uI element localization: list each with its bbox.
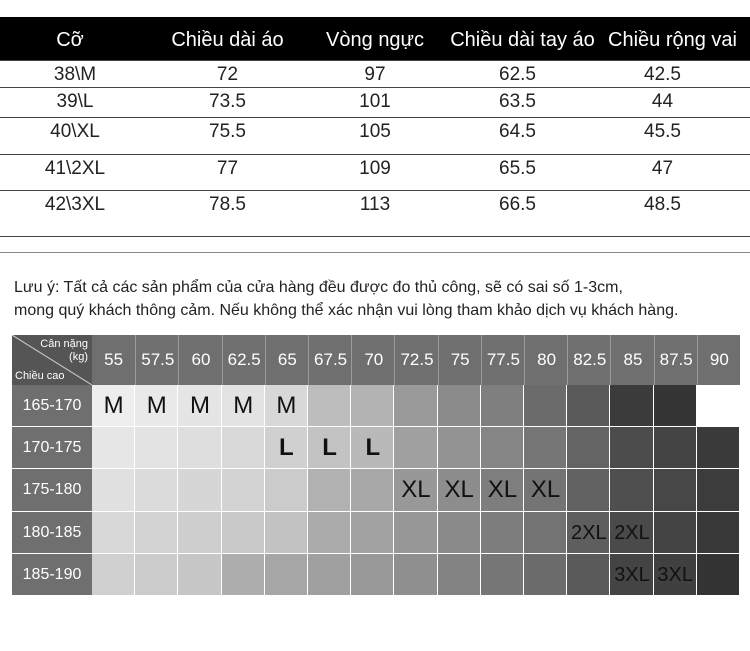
header-chest: Vòng ngực (326, 29, 424, 51)
grid-cell (351, 554, 394, 596)
grid-cell (654, 385, 697, 427)
corner-weight-label (40, 338, 88, 364)
weight-header-cell: 55 (104, 350, 124, 369)
size-mark-2xl: 2XL (570, 521, 607, 544)
shoulder-cell: 44 (651, 91, 674, 112)
grid-cell (697, 469, 740, 511)
weight-header-cell: 85 (610, 335, 654, 385)
weight-header-cell: 80 (524, 335, 568, 385)
grid-cell (610, 427, 653, 469)
grid-cell (135, 554, 178, 596)
weight-header-cell: 60 (178, 335, 222, 385)
size-table (0, 17, 750, 215)
size-cell: 40\XL (50, 121, 100, 142)
header-size: Cỡ (56, 29, 84, 51)
grid-cell (265, 554, 308, 596)
weight-header-cell: 87.5 (654, 335, 698, 385)
weight-header-cell: 90 (697, 335, 741, 385)
grid-cell (610, 469, 653, 511)
grid-cell (524, 554, 567, 596)
size-mark-m: M (233, 392, 254, 419)
grid-cell (222, 554, 265, 596)
grid-cell (308, 512, 351, 554)
grid-cell (654, 469, 697, 511)
header-shoulder-width: Chiều rộng vai (608, 29, 737, 51)
chest-cell: 109 (359, 158, 391, 179)
grid-cell (438, 427, 481, 469)
grid-cell (524, 427, 567, 469)
grid-cell (481, 554, 524, 596)
grid-cell (265, 469, 308, 511)
grid-cell (222, 512, 265, 554)
sleeve-cell: 63.5 (499, 91, 536, 112)
grid-cell (351, 512, 394, 554)
chest-cell: 97 (364, 64, 386, 85)
chest-cell: 113 (359, 194, 391, 215)
grid-cell (308, 385, 351, 427)
weight-header-cell: 67.5 (308, 335, 352, 385)
size-row (0, 154, 750, 185)
grid-cell (567, 469, 610, 511)
grid-cell (610, 385, 653, 427)
height-weight-fit-grid (12, 335, 740, 596)
shoulder-cell: 42.5 (644, 64, 681, 85)
grid-cell (697, 385, 740, 427)
length-cell: 78.5 (209, 194, 246, 215)
grid-cell (697, 512, 740, 554)
grid-cell (697, 427, 740, 469)
shoulder-cell: 45.5 (644, 121, 681, 142)
size-row (0, 117, 750, 148)
sleeve-cell: 66.5 (499, 194, 536, 215)
size-cell: 39\L (56, 91, 94, 112)
grid-cell (92, 554, 135, 596)
grid-cell (394, 554, 437, 596)
size-mark-3xl: 3XL (614, 563, 650, 586)
grid-cell (135, 469, 178, 511)
grid-cell (92, 427, 135, 469)
length-cell: 72 (216, 64, 239, 85)
size-mark-xl: XL (487, 476, 518, 504)
grid-cell (524, 385, 567, 427)
height-label: 165-170 (12, 385, 92, 427)
weight-header-cell: 65 (265, 335, 309, 385)
grid-cell (654, 427, 697, 469)
grid-cell (222, 427, 265, 469)
grid-cell (567, 385, 610, 427)
size-mark-xl: XL (530, 476, 561, 504)
grid-cell (178, 554, 221, 596)
height-label: 175-180 (12, 469, 92, 511)
size-mark-2xl: 2XL (614, 521, 650, 544)
size-row (0, 190, 750, 221)
weight-header-cell: 57.5 (135, 335, 179, 385)
grid-cell (654, 512, 697, 554)
shoulder-cell: 48.5 (644, 194, 681, 215)
grid-cell (481, 512, 524, 554)
table-divider (0, 236, 750, 237)
grid-cell (481, 427, 524, 469)
size-cell: 38\M (53, 64, 97, 85)
size-cell: 42\3XL (44, 194, 106, 215)
size-mark-l: L (365, 434, 381, 462)
chest-cell: 101 (359, 91, 391, 112)
measurement-note (14, 276, 744, 322)
weight-header-cell: 62.5 (222, 335, 266, 385)
shoulder-cell: 47 (651, 158, 674, 179)
grid-cell (178, 427, 221, 469)
grid-cell (351, 385, 394, 427)
grid-cell (697, 554, 740, 596)
corner-height-label: Chiều cao (15, 370, 65, 382)
length-cell: 75.5 (209, 121, 246, 142)
sleeve-cell: 62.5 (499, 64, 536, 85)
length-cell: 73.5 (209, 91, 246, 112)
grid-cell (394, 385, 437, 427)
height-label: 185-190 (12, 554, 92, 596)
grid-cell (92, 469, 135, 511)
grid-cell (351, 469, 394, 511)
grid-cell (394, 427, 437, 469)
size-table-header (0, 17, 750, 60)
grid-cell (481, 385, 524, 427)
weight-label: Cân nặng (40, 338, 88, 350)
grid-cell (308, 469, 351, 511)
grid-corner (12, 335, 92, 385)
size-mark-xl: XL (401, 476, 431, 504)
grid-cell (92, 512, 135, 554)
size-mark-m: M (146, 392, 167, 419)
size-row (0, 87, 750, 118)
size-mark-m: M (189, 392, 210, 419)
weight-header-cell: 70 (351, 335, 395, 385)
note-line: mong quý khách thông cảm. Nếu không thể xác nhận vui lòng tham khảo dịch vụ khách hàng. (14, 302, 679, 319)
size-mark-l: L (322, 434, 337, 462)
weight-unit: (kg) (69, 351, 88, 363)
grid-cell (308, 554, 351, 596)
height-label: 180-185 (12, 512, 92, 554)
grid-cell (135, 512, 178, 554)
weight-header-cell: 72.5 (394, 335, 438, 385)
chest-cell: 105 (359, 121, 391, 142)
length-cell: 77 (216, 158, 239, 179)
weight-header-row (12, 335, 740, 385)
header-body-length: Chiều dài áo (171, 29, 284, 51)
height-label: 170-175 (12, 427, 92, 469)
grid-cell (524, 512, 567, 554)
weight-header-cell: 82.5 (567, 335, 611, 385)
grid-cell (135, 427, 178, 469)
grid-cell (567, 554, 610, 596)
size-mark-m: M (276, 392, 297, 419)
grid-cell (438, 554, 481, 596)
size-mark-xl: XL (444, 476, 474, 504)
size-mark-3xl: 3XL (657, 563, 693, 586)
grid-cell (265, 512, 308, 554)
note-line: Lưu ý: Tất cả các sản phẩm của cửa hàng đều được đo thủ công, sẽ có sai số 1-3cm, (14, 279, 623, 296)
table-divider (0, 252, 750, 253)
grid-cell (178, 512, 221, 554)
weight-header-cell: 75 (438, 335, 482, 385)
grid-cell (394, 512, 437, 554)
sleeve-cell: 65.5 (499, 158, 536, 179)
grid-cell (222, 469, 265, 511)
grid-cell (438, 385, 481, 427)
sleeve-cell: 64.5 (499, 121, 536, 142)
weight-header-cell: 77.5 (481, 335, 525, 385)
size-cell: 41\2XL (44, 158, 106, 179)
size-mark-m: M (103, 392, 124, 419)
size-mark-l: L (279, 434, 294, 462)
grid-cell (438, 512, 481, 554)
header-sleeve-length: Chiều dài tay áo (450, 29, 595, 51)
grid-cell (178, 469, 221, 511)
grid-cell (567, 427, 610, 469)
